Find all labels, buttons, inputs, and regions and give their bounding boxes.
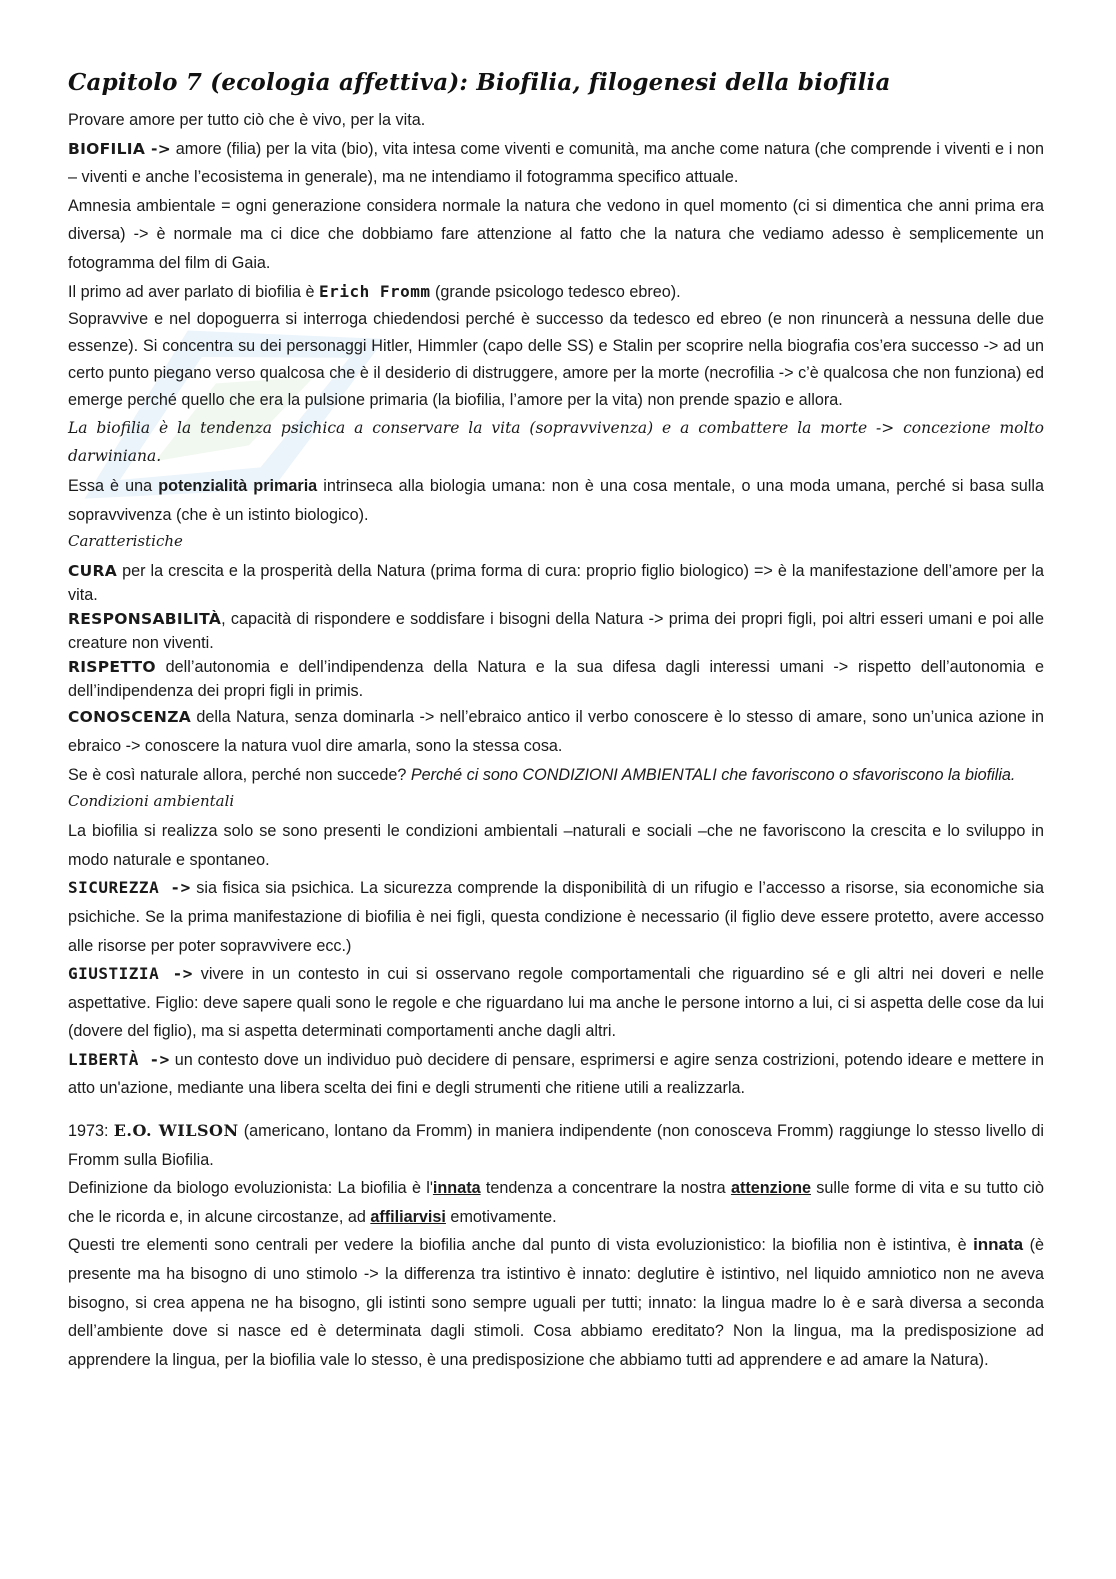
name-wilson: E.O. WILSON <box>113 1121 239 1141</box>
name-fromm: Erich Fromm <box>319 281 431 301</box>
heading-caratteristiche: Caratteristiche <box>68 532 183 551</box>
biofilia-definition: BIOFILIA -> amore (filia) per la vita (bio), vita intesa come viventi e comunità, ma anche come natura (che comprende i viventi e i non – viventi e anche l’ecosistema in generale), ma ne intendiamo il fotogramma specifico attuale. <box>68 139 1044 187</box>
document-page <box>68 66 1044 1374</box>
keyword-sicurezza: SICUREZZA -> <box>68 878 191 898</box>
keyword-conoscenza: CONOSCENZA <box>68 708 192 727</box>
fromm-story-paragraph: Sopravvive e nel dopoguerra si interroga chiedendosi perché è successo da tedesco ed ebreo (e non rinuncerà a nessuna delle due essenze). Si concentra su dei personaggi Hitler, Himmler (capo delle SS) e Stalin per scoprire nella biografia cos’era successo -> ad un certo punto piegano verso qualcosa che è il desiderio di distruggere, amore per la morte (necrofilia -> c’è qualcosa che non funziona) ed emerge perché quello che era la pulsione primaria (la biofilia, l’amore per la vita) non prende spazio e allora. <box>68 310 1044 410</box>
amnesia-paragraph: Amnesia ambientale = ogni generazione considera normale la natura che vedono in quel momento (ci si dimentica che anni prima era diversa) -> è normale ma ci dice che dobbiamo fare attenzione al fatto che la natura che vediamo adesso è semplicemente un fotogramma del film di Gaia. <box>68 196 1044 272</box>
rispetto-item: RISPETTO dell’autonomia e dell’indipendenza della Natura e la sua difesa dagli interessi umani -> rispetto dell’autonomia e dell’indipendenza dei propri figli in primis. <box>68 658 1044 701</box>
conoscenza-item: CONOSCENZA della Natura, senza dominarla -> nell’ebraico antico il verbo conoscere è lo stesso di amare, sono un’unica azione in ebraico -> conoscere la natura vuol dire amarla, sono la stessa cosa. <box>68 708 1044 755</box>
wilson-paragraph: 1973: E.O. WILSON (americano, lontano da Fromm) in maniera indipendente (non conosceva Fromm) raggiunge lo stesso livello di Fromm sulla Biofilia. <box>68 1121 1044 1169</box>
keyword-rispetto: RISPETTO <box>68 658 156 677</box>
responsabilita-item: RESPONSABILITÀ, capacità di rispondere e soddisfare i bisogni della Natura -> prima dei propri figli, poi altri esseri umani e poi alle creature non viventi. <box>68 610 1044 653</box>
liberta-item: LIBERTÀ -> un contesto dove un individuo può decidere di pensare, esprimersi e agire senza costrizioni, potendo ideare e mettere in atto un'azione, mediante una libera scelta dei fini e degli strumenti che ritiene utili a realizzarla. <box>68 1049 1044 1098</box>
biofilia-handwritten-note: La biofilia è la tendenza psichica a conservare la vita (sopravvivenza) e a combattere la morte -> concezione molto darwiniana. <box>68 419 1044 466</box>
cura-item: CURA per la crescita e la prosperità della Natura (prima forma di cura: proprio figlio biologico) => è la manifestazione dell’amore per la vita. <box>68 562 1044 605</box>
definizione-paragraph: Definizione da biologo evoluzionista: La biofilia è l'innata tendenza a concentrare la nostra attenzione sulle forme di vita e su tutto ciò che le ricorda e, in alcune circostanze, ad affiliarvisi emotivamente. <box>68 1179 1044 1226</box>
perche-paragraph: Se è così naturale allora, perché non succede? Perché ci sono CONDIZIONI AMBIENTALI che favoriscono o sfavoriscono la biofilia. <box>68 765 1016 784</box>
underline-innata: innata <box>432 1179 481 1198</box>
heading-condizioni: Condizioni ambientali <box>68 792 235 811</box>
underline-attenzione: attenzione <box>730 1179 811 1198</box>
page-title: Capitolo 7 (ecologia affettiva): Biofilia, filogenesi della biofilia <box>68 69 891 96</box>
keyword-cura: CURA <box>68 562 118 581</box>
condizioni-paragraph: La biofilia si realizza solo se sono presenti le condizioni ambientali –naturali e sociali –che ne favoriscono la crescita e lo sviluppo in modo naturale e spontaneo. <box>68 822 1044 869</box>
sicurezza-item: SICUREZZA -> sia fisica sia psichica. La sicurezza comprende la disponibilità di un rifugio e l’accesso a risorse, sia economiche sia psichiche. Se la prima manifestazione di biofilia è nei figli, questa condizione è necessario (il figlio deve essere protetto, avere accesso alle risorse per poter sopravvivere ecc.) <box>68 878 1044 955</box>
keyword-biofilia: BIOFILIA -> <box>68 139 172 158</box>
innata-paragraph: Questi tre elementi sono centrali per vedere la biofilia anche dal punto di vista evoluzionistico: la biofilia non è istintiva, è innata (è presente ma ha bisogno di uno stimolo -> la differenza tra istintivo è innato: deglutire è istintivo, nel liquido amniotico non ne aveva bisogno, si crea appena ne ha bisogno, gli istinti sono sempre uguali per tutti; innato: la lingua madre lo è e sarà diversa a seconda dell’ambiente dove si nasce ed è determinata dagli stimoli. Cosa abbiamo ereditato? Non la lingua, ma la predisposizione ad apprendere la lingua, per la biofilia vale lo stesso, è una predisposizione che abbiamo tutti ad apprendere e ad amare la Natura). <box>68 1235 1044 1369</box>
keyword-responsabilita: RESPONSABILITÀ <box>68 610 222 629</box>
underline-affiliarvisi: affiliarvisi <box>370 1207 446 1226</box>
giustizia-item: GIUSTIZIA -> vivere in un contesto in cui si osservano regole comportamentali che riguardino sé e gli altri nei doveri e nelle aspettative. Figlio: deve sapere quali sono le regole e che riguardano lui ma anche le persone intorno a lui, ci si aspetta delle cose da lui (dovere del figlio), ma si aspetta determinati comportamenti anche dagli altri. <box>68 964 1044 1041</box>
keyword-giustizia: GIUSTIZIA -> <box>68 964 193 984</box>
potenzialita-paragraph: Essa è una potenzialità primaria intrinseca alla biologia umana: non è una cosa mentale, o una moda umana, perché si basa sulla sopravvivenza (che è un istinto biologico). <box>68 477 1044 524</box>
fromm-paragraph: Il primo ad aver parlato di biofilia è Erich Fromm (grande psicologo tedesco ebreo). <box>68 281 681 301</box>
intro-paragraph: Provare amore per tutto ciò che è vivo, per la vita. <box>68 111 426 129</box>
keyword-liberta: LIBERTÀ -> <box>68 1049 170 1069</box>
